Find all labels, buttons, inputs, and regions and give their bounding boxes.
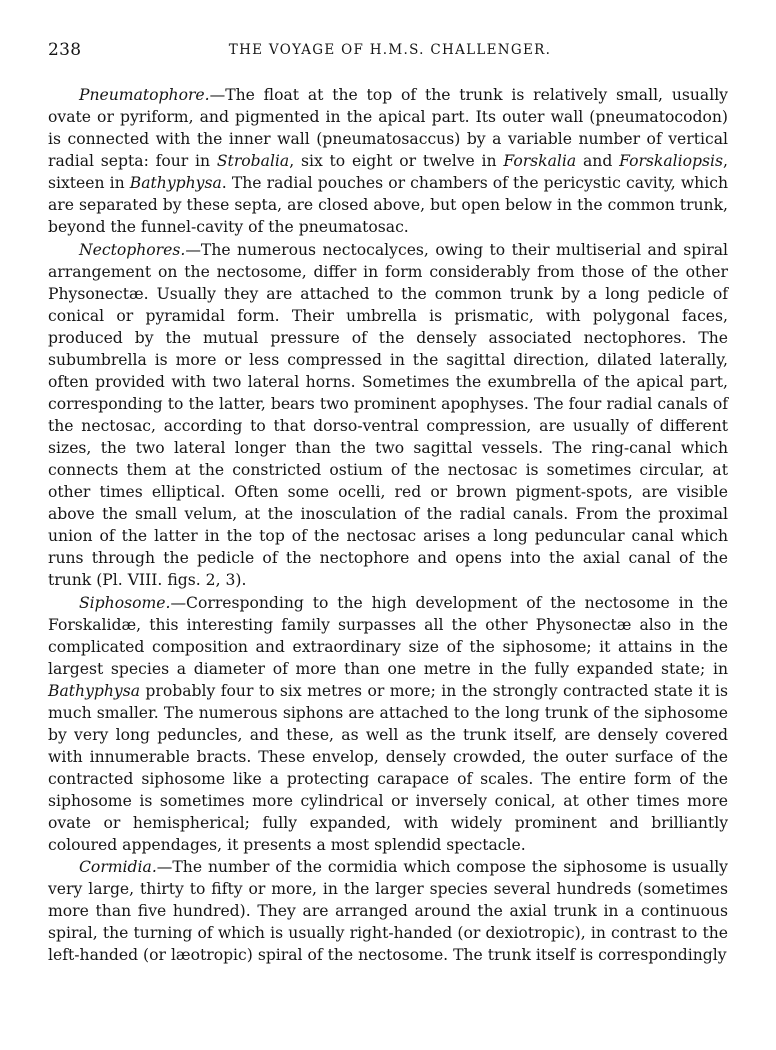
paragraph-heading: Siphosome. — [79, 593, 171, 612]
paragraph-heading: Nectophores. — [79, 240, 186, 259]
page-header — [48, 40, 732, 66]
text-run: —Corresponding to the high development of the nectosome in the Forskalidæ, this interesting family surpasses all the other Physonectæ also in the complicated composition and extraordinary size of the siphosome; it attains in the largest species a diameter of more than one metre in the fully expanded state; in — [48, 593, 728, 678]
body-text — [48, 84, 728, 966]
taxon-name: Strobalia — [216, 152, 290, 170]
text-run: —The numerous nectocalyces, owing to their multiserial and spiral arrangement on the nectosome, differ in form considerably from those of the other Physonectæ. Usually they are attached to the common trunk by a long pedicle of conical or pyramidal form. Their umbrella is prismatic, with polygonal faces, produced by the mutual pressure of the densely associated nectophores. The subumbrella is more or less compressed in the sagittal direction, dilated laterally, often provided with two lateral horns. Sometimes the exumbrella of the apical part, corresponding to the latter, bears two prominent apophyses. The four radial canals of the nectosac, according to that dorso-ventral compression, are usually of different sizes, the two lateral longer than the two sagittal vessels. The ring-canal which connects them at the constricted ostium of the nectosac is sometimes circular, at other times elliptical. Often some ocelli, red or brown pigment-spots, are visible above the small velum, at the inosculation of the radial canals. From the proximal union of the latter in the top of the nectosac arises a long peduncular canal which runs through the pedicle of the nectophore and opens into the axial canal of the trunk (Pl. VIII. figs. 2, 3). — [48, 240, 728, 589]
paragraph-pneumatophore — [48, 84, 728, 238]
running-title: THE VOYAGE OF H.M.S. CHALLENGER. — [228, 42, 552, 58]
text-run: probably four to six metres or more; in the strongly contracted state it is much smaller. The numerous siphons are attached to the long trunk of the siphosome by very long peduncles, and these, as well as the trunk itself, are densely covered with innumerable bracts. These envelop, densely crowded, the outer surface of the contracted siphosome like a protecting carapace of scales. The entire form of the siphosome is sometimes more cylindrical or inversely conical, at other times more ovate or hemispherical; fully expanded, with widely prominent and brilliantly coloured appendages, it presents a most splendid spectacle. — [48, 681, 728, 854]
paragraph-nectophores — [48, 239, 728, 591]
text-run: —The number of the cormidia which compose the siphosome is usually very large, thirty to fifty or more, in the larger species several hundreds (sometimes more than five hundred). They are arranged around the axial trunk in a continuous spiral, the turning of which is usually right-handed (or dexiotropic), in contrast to the left-handed (or læotropic) spiral of the nectosome. The trunk itself is correspondingly — [48, 858, 728, 965]
text-run: and — [576, 152, 620, 170]
paragraph-heading: Cormidia. — [79, 858, 157, 877]
taxon-name: Forskaliopsis — [619, 152, 724, 170]
text-run: . The radial pouches or chambers of the pericystic cavity, which are separated by these septa, are closed above, but open below in the common trunk, beyond the funnel-cavity of the pneumatosac. — [48, 174, 728, 236]
taxon-name: Forskalia — [503, 152, 577, 170]
paragraph-cormidia — [48, 856, 728, 966]
text-run: , six to eight or twelve in — [289, 152, 504, 170]
text-run: —The float at the top of the trunk is relatively small, usually ovate or pyriform, and pigmented in the apical part. Its outer wall (pneumatocodon) is connected with the inner wall (pneumatosaccus) by a variable number of vertical radial septa: four in — [48, 86, 728, 170]
taxon-name: Bathyphysa — [48, 681, 141, 700]
taxon-name: Bathyphysa — [129, 174, 222, 192]
text-run: , sixteen in — [48, 152, 728, 192]
page-number: 238 — [48, 40, 82, 60]
paragraph-siphosome — [48, 592, 728, 856]
paragraph-heading: Pneumatophore. — [79, 86, 210, 104]
